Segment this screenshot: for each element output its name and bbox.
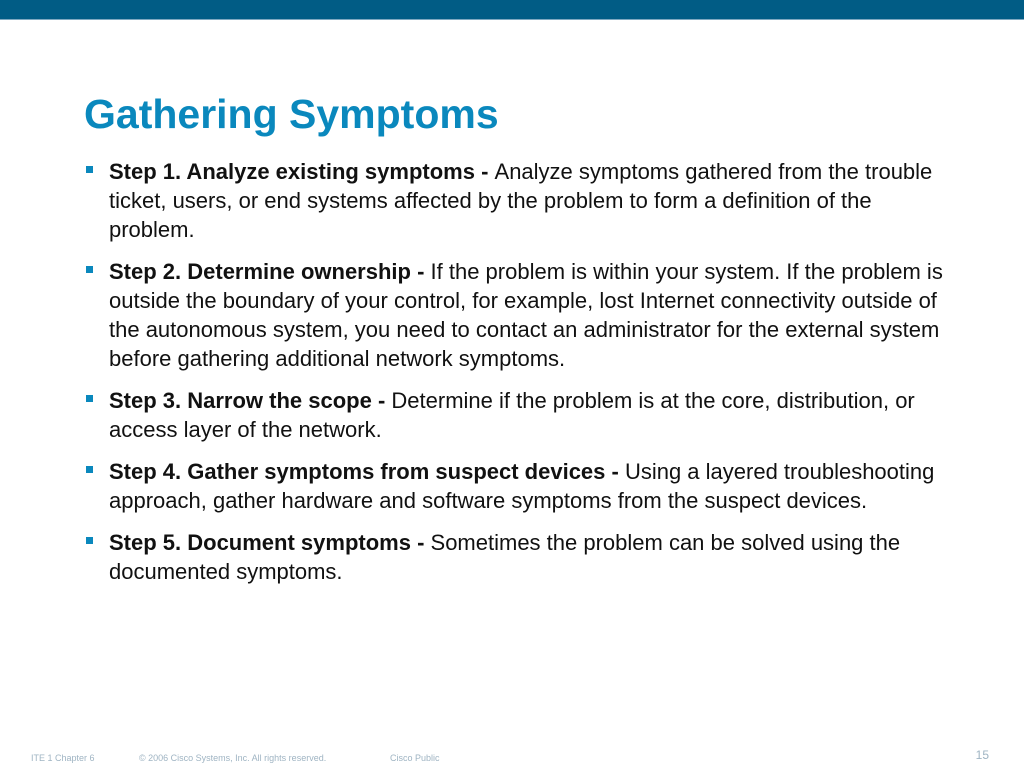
bullet-list [85,157,955,599]
footer-classification: Cisco Public [390,753,440,763]
footer-course-label: ITE 1 Chapter 6 [31,753,95,763]
square-bullet-icon [86,537,93,544]
bullet-item-step-4 [85,457,955,515]
square-bullet-icon [86,166,93,173]
step-text: Analyze symptoms gathered from the trouble ticket, users, or end systems affected by the problem to form a definition of the problem. [109,159,933,242]
bullet-item-step-2 [85,257,955,373]
header-bar [0,0,1024,19]
header-bar-divider [0,19,1024,20]
step-label: Step 3. Narrow the scope - [109,388,392,413]
square-bullet-icon [86,395,93,402]
slide-title: Gathering Symptoms [84,91,499,137]
step-text: Determine if the problem is at the core, distribution, or access layer of the network. [109,388,915,442]
page-number: 15 [975,748,989,762]
step-text: Using a layered troubleshooting approach, gather hardware and software symptoms from the suspect devices. [109,459,935,513]
step-label: Step 5. Document symptoms - [109,530,431,555]
bullet-item-step-1 [85,157,955,244]
step-text: Sometimes the problem can be solved using the documented symptoms. [109,530,901,584]
square-bullet-icon [86,266,93,273]
step-label: Step 1. Analyze existing symptoms - [109,159,495,184]
step-label: Step 2. Determine ownership - [109,259,431,284]
bullet-item-step-5 [85,528,955,586]
footer-copyright: © 2006 Cisco Systems, Inc. All rights reserved. [139,753,327,763]
bullet-item-step-3 [85,386,955,444]
step-text: If the problem is within your system. If the problem is outside the boundary of your control, for example, lost Internet connectivity outside of the autonomous system, you need to contact an administrator for the external system before gathering additional network symptoms. [109,259,943,371]
step-label: Step 4. Gather symptoms from suspect devices - [109,459,625,484]
square-bullet-icon [86,466,93,473]
